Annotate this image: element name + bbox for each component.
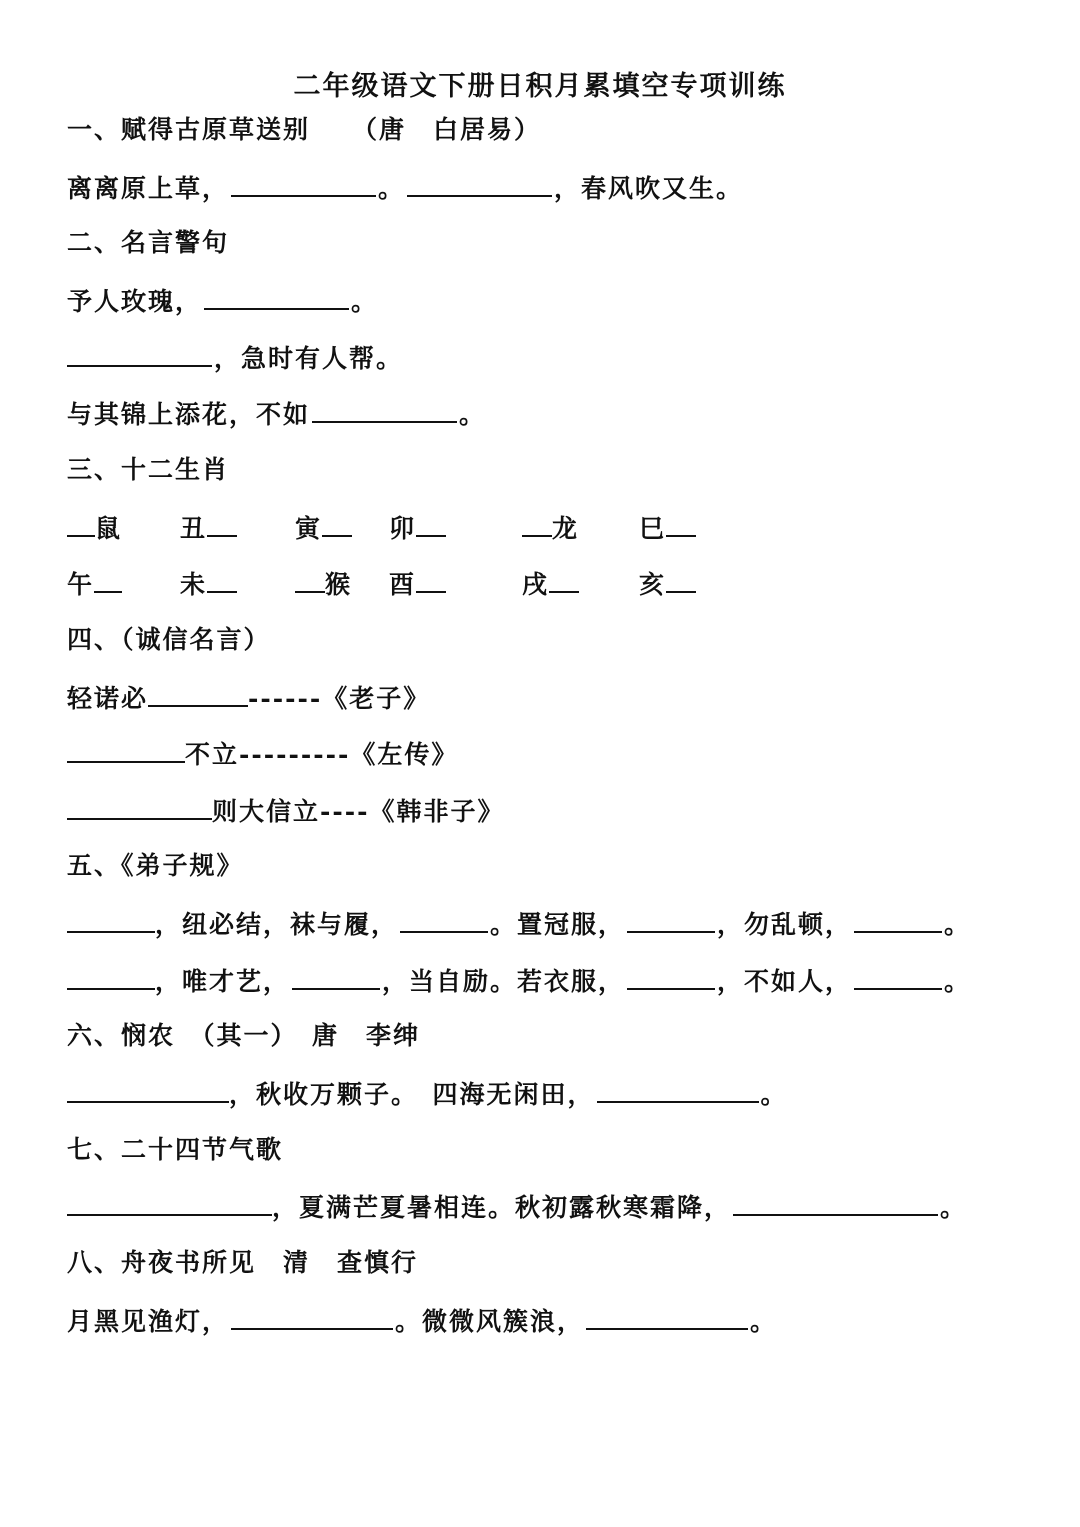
zodiac-branch: 巳 [639, 514, 667, 543]
text-fragment: 。 [459, 400, 487, 429]
zodiac-branch: 丑 [180, 514, 208, 543]
fill-blank[interactable] [666, 507, 696, 537]
section-5-line-1 [67, 903, 971, 943]
zodiac-branch: 寅 [295, 514, 323, 543]
section-1-line [67, 167, 743, 207]
fill-blank[interactable] [549, 563, 579, 593]
text-fragment: ，纽必结，袜与履， [155, 910, 399, 939]
fill-blank[interactable] [231, 1300, 393, 1330]
zodiac-animal: 龙 [552, 514, 580, 543]
zodiac-branch: 未 [180, 570, 208, 599]
text-fragment: 轻诺必 [67, 684, 149, 713]
fill-blank[interactable] [627, 903, 715, 933]
section-2-line-3 [67, 393, 486, 433]
text-fragment: ，勿乱顿， [717, 910, 853, 939]
text-fragment: ，春风吹又生。 [554, 174, 744, 203]
fill-blank[interactable] [67, 790, 212, 820]
fill-blank[interactable] [292, 960, 380, 990]
text-fragment: 予人玫瑰， [67, 287, 203, 316]
fill-blank[interactable] [854, 960, 942, 990]
zodiac-branch: 酉 [389, 570, 417, 599]
text-fragment: 。 [940, 1193, 968, 1222]
fill-blank[interactable] [322, 507, 352, 537]
section-6-line [67, 1073, 788, 1113]
text-fragment: ，唯才艺， [155, 967, 291, 996]
fill-blank[interactable] [295, 563, 325, 593]
zodiac-branch: 午 [67, 570, 95, 599]
fill-blank[interactable] [207, 563, 237, 593]
source-citation: ------《老子》 [248, 684, 431, 713]
fill-blank[interactable] [522, 507, 552, 537]
text-fragment: 。 [378, 174, 406, 203]
zodiac-branch: 卯 [389, 514, 417, 543]
zodiac-animal: 猴 [325, 570, 353, 599]
section-2-line-1 [67, 280, 378, 320]
section-6-heading: 六、悯农 （其一） 唐 李绅 [67, 1021, 421, 1050]
text-fragment: ，不如人， [717, 967, 853, 996]
fill-blank[interactable] [666, 563, 696, 593]
section-5-line-2 [67, 960, 971, 1000]
zodiac-branch: 亥 [639, 570, 667, 599]
section-7-heading: 七、二十四节气歌 [67, 1135, 284, 1164]
text-fragment: ，当自励。若衣服， [382, 967, 626, 996]
section-4-line-2 [67, 733, 458, 773]
fill-blank[interactable] [733, 1186, 938, 1216]
page-title: 二年级语文下册日积月累填空专项训练 [293, 71, 787, 102]
text-fragment: 。 [750, 1307, 778, 1336]
section-4-line-3 [67, 790, 505, 830]
section-8-line [67, 1300, 777, 1340]
section-1-heading: 一、赋得古原草送别 [67, 115, 311, 144]
text-fragment: 。置冠服， [490, 910, 626, 939]
text-fragment: 。 [944, 967, 972, 996]
fill-blank[interactable] [67, 1073, 229, 1103]
zodiac-branch: 戌 [522, 570, 550, 599]
fill-blank[interactable] [67, 960, 155, 990]
section-1-author: （唐 白居易） [352, 115, 542, 144]
zodiac-row-1 [67, 507, 767, 547]
text-fragment: 。 [351, 287, 379, 316]
source-citation: 不立---------《左传》 [185, 740, 459, 769]
source-citation: 则大信立----《韩非子》 [212, 797, 505, 826]
fill-blank[interactable] [312, 393, 457, 423]
section-2-line-2 [67, 337, 403, 377]
fill-blank[interactable] [67, 733, 185, 763]
fill-blank[interactable] [627, 960, 715, 990]
text-fragment: 。 [944, 910, 972, 939]
fill-blank[interactable] [67, 337, 212, 367]
section-4-line-1 [67, 677, 430, 717]
fill-blank[interactable] [854, 903, 942, 933]
section-8-heading: 八、舟夜书所见 清 查慎行 [67, 1248, 419, 1277]
fill-blank[interactable] [586, 1300, 748, 1330]
text-fragment: ，秋收万颗子。 四海无闲田， [229, 1080, 595, 1109]
text-fragment: 离离原上草， [67, 174, 230, 203]
text-fragment: 与其锦上添花，不如 [67, 400, 311, 429]
section-2-heading: 二、名言警句 [67, 228, 230, 257]
text-fragment: ，夏满芒夏暑相连。秋初露秋寒霜降， [272, 1193, 732, 1222]
fill-blank[interactable] [416, 563, 446, 593]
text-fragment: 。 [760, 1080, 788, 1109]
section-1-heading-row [67, 110, 541, 150]
fill-blank[interactable] [148, 677, 248, 707]
fill-blank[interactable] [231, 167, 376, 197]
fill-blank[interactable] [416, 507, 446, 537]
fill-blank[interactable] [597, 1073, 759, 1103]
fill-blank[interactable] [400, 903, 488, 933]
fill-blank[interactable] [407, 167, 552, 197]
text-fragment: 。微微风簇浪， [395, 1307, 585, 1336]
section-4-heading: 四、（诚信名言） [67, 625, 271, 654]
fill-blank[interactable] [204, 280, 349, 310]
text-fragment: 月黑见渔灯， [67, 1307, 230, 1336]
fill-blank[interactable] [94, 563, 122, 593]
zodiac-animal: 鼠 [95, 514, 123, 543]
zodiac-row-2 [67, 563, 767, 603]
fill-blank[interactable] [67, 507, 95, 537]
section-7-line [67, 1186, 967, 1226]
section-3-heading: 三、十二生肖 [67, 455, 230, 484]
fill-blank[interactable] [67, 903, 155, 933]
fill-blank[interactable] [67, 1186, 272, 1216]
section-5-heading: 五、《弟子规》 [67, 851, 244, 880]
fill-blank[interactable] [207, 507, 237, 537]
text-fragment: ，急时有人帮。 [214, 344, 404, 373]
